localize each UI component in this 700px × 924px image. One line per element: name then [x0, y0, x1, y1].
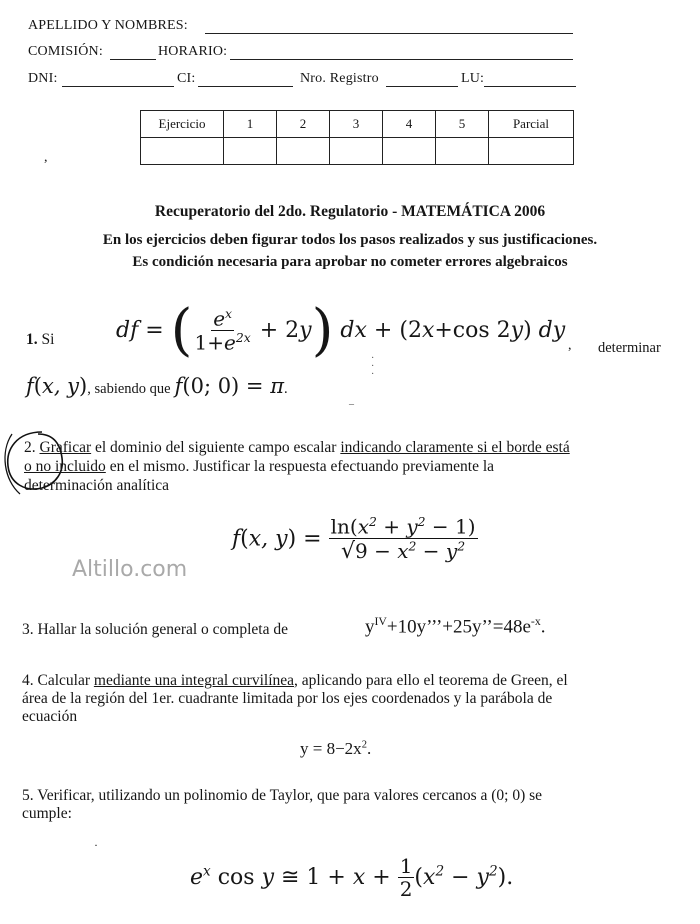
- ex3-equation: $y^{IV}+10y’’’+25y’’=48e^{-x}$.: [365, 615, 546, 638]
- score-header-3: 3: [330, 111, 383, 138]
- ex4-text-b: , aplicando para ello el teorema de Green, el: [294, 672, 568, 689]
- score-header-parcial: Parcial: [489, 111, 574, 138]
- ex3-text: 3. Hallar la solución general o completa de: [22, 621, 288, 638]
- score-cell-4[interactable]: [383, 138, 436, 165]
- exam-title: Recuperatorio del 2do. Regulatorio - MATEMÁTICA 2006: [154, 203, 546, 220]
- ex2-underlined-2: o no incluido: [24, 458, 106, 475]
- score-header-4: 4: [383, 111, 436, 138]
- score-cell-5[interactable]: [436, 138, 489, 165]
- lu-label: LU:: [461, 71, 485, 86]
- score-table-header-row: [141, 111, 574, 138]
- ex4-underlined: mediante una integral curvilínea: [93, 672, 295, 689]
- instructions-line-1: En los ejercicios deben figurar todos los pasos realizados y sus justificaciones.: [102, 232, 598, 248]
- horario-label: HORARIO:: [158, 44, 228, 59]
- registro-field-line[interactable]: [386, 86, 458, 87]
- lu-field-line[interactable]: [484, 86, 576, 87]
- name-label: APELLIDO Y NOMBRES:: [28, 18, 188, 33]
- ex1-equation: df = ( $\frac{e^x}{1+e^{2x}}$ + 2y) dx + (2x+cos 2y) dy: [116, 298, 566, 363]
- ex2-text: [24, 438, 674, 495]
- score-cell-parcial[interactable]: [489, 138, 574, 165]
- ex2-equation: f(x, y) = $\frac{\ln(x^2 + y^2 - 1)}{√9 - x^2 - y^2}$: [232, 514, 476, 564]
- ex1-si-text: Si: [41, 331, 55, 348]
- comision-label: COMISIÓN:: [28, 44, 103, 59]
- score-table: [140, 110, 574, 165]
- horario-field-line[interactable]: [230, 59, 573, 60]
- score-cell-2[interactable]: [277, 138, 330, 165]
- ex4-line-2: área de la región del 1er. cuadrante limitada por los ejes coordenados y la parábola de: [22, 690, 553, 707]
- score-header-1: 1: [224, 111, 277, 138]
- ex1-determinar: determinar: [598, 340, 661, 356]
- ex4-text-a: 4. Calcular: [22, 672, 91, 689]
- score-header-5: 5: [436, 111, 489, 138]
- ex5-line-1: 5. Verificar, utilizando un polinomio de Taylor, que para valores cercanos a (0; 0) se: [22, 787, 543, 804]
- ex1-mark: –: [349, 399, 354, 410]
- registro-label: Nro. Registro: [300, 71, 379, 86]
- ex4-equation: $y = 8-2x^2$.: [300, 739, 372, 758]
- ci-label: CI:: [177, 71, 196, 86]
- ex2-number: 2.: [24, 439, 36, 456]
- score-header-ejercicio: Ejercicio: [141, 111, 224, 138]
- ex2-text-b: en el mismo. Justificar la respuesta efectuando previamente la: [109, 458, 495, 475]
- ex1-comma: ,: [568, 338, 572, 353]
- ex2-underlined-1: indicando claramente si el borde está: [340, 439, 570, 456]
- ci-field-line[interactable]: [198, 86, 293, 87]
- ex5-equation: $e^x$ cos y ≅ 1 + x + $\frac{1}{2}$ $(x^2 - y^2)$.: [190, 854, 514, 901]
- score-cell-ejercicio[interactable]: [141, 138, 224, 165]
- ex5-text: [22, 787, 677, 823]
- dni-field-line[interactable]: [62, 86, 174, 87]
- comision-field-line[interactable]: [110, 59, 156, 60]
- ex1-line2: f(x, y), sabiendo que f(0; 0) = π.: [26, 374, 288, 398]
- score-header-2: 2: [277, 111, 330, 138]
- ex1-sabiendo-text: sabiendo que: [94, 381, 171, 397]
- dni-label: DNI:: [28, 71, 58, 86]
- watermark-text: Altillo.com: [72, 557, 188, 582]
- score-cell-3[interactable]: [330, 138, 383, 165]
- ex5-line-2: cumple:: [22, 805, 72, 822]
- score-table-grade-row: [141, 138, 574, 165]
- ex1-number: [26, 331, 54, 349]
- ex2-verb: Graficar: [39, 439, 92, 456]
- ex1-dots: · · ·: [371, 353, 375, 380]
- stray-mark: ,: [44, 150, 48, 165]
- ex1-number-text: 1.: [26, 331, 38, 348]
- ex4-text: [22, 672, 677, 726]
- score-cell-1[interactable]: [224, 138, 277, 165]
- instructions-line-2: Es condición necesaria para aprobar no cometer errores algebraicos: [132, 254, 568, 270]
- ex5-dot: ·: [94, 838, 98, 852]
- ex4-line-3: ecuación: [22, 708, 78, 725]
- name-field-line[interactable]: [205, 33, 573, 34]
- ex2-text-a: el dominio del siguiente campo escalar: [95, 439, 337, 456]
- ex2-text-c: determinación analítica: [24, 477, 170, 494]
